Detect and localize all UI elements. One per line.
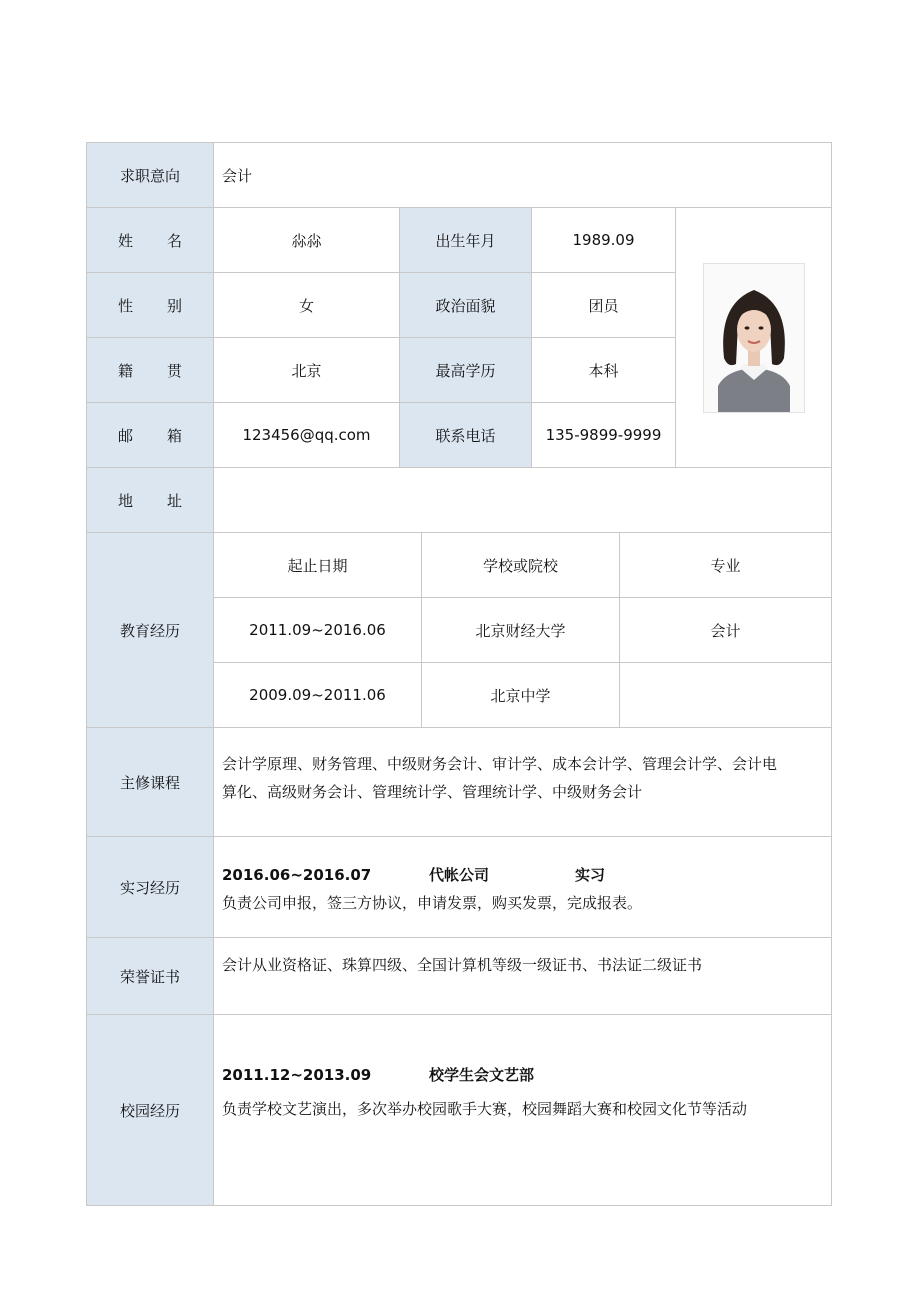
honors-label: 荣誉证书 xyxy=(86,938,214,1014)
table-row xyxy=(214,598,831,663)
name-value: 尛尛 xyxy=(214,208,400,272)
email-value: 123456@qq.com xyxy=(214,403,400,467)
hometown-value: 北京 xyxy=(214,338,400,402)
objective-value: 会计 xyxy=(214,143,832,207)
edu-major xyxy=(620,663,831,727)
campus-label: 校园经历 xyxy=(86,1015,214,1205)
gender-value: 女 xyxy=(214,273,400,337)
internship-label: 实习经历 xyxy=(86,837,214,937)
edu-school: 北京中学 xyxy=(422,663,620,727)
portrait-icon xyxy=(704,264,804,412)
campus-value xyxy=(214,1015,832,1205)
internship-value xyxy=(214,837,832,937)
profile-photo xyxy=(703,263,805,413)
courses-row xyxy=(86,727,832,836)
campus-desc: 负责学校文艺演出，多次举办校园歌手大赛，校园舞蹈大赛和校园文化节等活动 xyxy=(222,1100,748,1118)
personal-info xyxy=(86,207,832,467)
info-row xyxy=(86,338,676,403)
gender-label: 性 别 xyxy=(86,273,214,337)
email-label: 邮 箱 xyxy=(86,403,214,467)
address-row xyxy=(86,467,832,532)
info-row xyxy=(86,273,676,338)
phone-value: 135-9899-9999 xyxy=(532,403,676,467)
politics-label: 政治面貌 xyxy=(400,273,532,337)
address-value xyxy=(214,468,832,532)
campus-row xyxy=(86,1014,832,1206)
birth-value: 1989.09 xyxy=(532,208,676,272)
edu-dates: 2011.09~2016.06 xyxy=(214,598,422,662)
address-label: 地 址 xyxy=(86,468,214,532)
courses-value: 会计学原理、财务管理、中级财务会计、审计学、成本会计学、管理会计学、会计电 算化、高级财务会计、管理统计学、管理统计学、中级财务会计 xyxy=(214,728,832,836)
internship-row xyxy=(86,836,832,937)
name-label: 姓 名 xyxy=(86,208,214,272)
hometown-label: 籍 贯 xyxy=(86,338,214,402)
objective-label: 求职意向 xyxy=(86,143,214,207)
education-table xyxy=(214,533,832,727)
info-row xyxy=(86,403,676,467)
internship-heading: 2016.06~2016.07 代帐公司 实习 xyxy=(222,866,606,884)
edu-major: 会计 xyxy=(710,621,741,640)
col-header-school: 学校或院校 xyxy=(422,533,620,597)
photo-cell xyxy=(676,208,832,467)
degree-value: 本科 xyxy=(532,338,676,402)
phone-label: 联系电话 xyxy=(400,403,532,467)
internship-desc: 负责公司申报，签三方协议，申请发票，购买发票，完成报表。 xyxy=(222,894,643,912)
edu-dates: 2009.09~2011.06 xyxy=(214,663,422,727)
birth-label: 出生年月 xyxy=(400,208,532,272)
degree-label: 最高学历 xyxy=(400,338,532,402)
edu-school: 北京财经大学 xyxy=(422,598,620,662)
info-row xyxy=(86,208,676,273)
resume-table xyxy=(86,142,832,1206)
table-row xyxy=(214,663,831,727)
campus-heading: 2011.12~2013.09 校学生会文艺部 xyxy=(222,1066,535,1084)
col-header-major: 专业 xyxy=(710,556,741,575)
courses-label: 主修课程 xyxy=(86,728,214,836)
politics-value: 团员 xyxy=(532,273,676,337)
col-header-dates: 起止日期 xyxy=(214,533,422,597)
education-header-row xyxy=(214,533,831,598)
honors-value: 会计从业资格证、珠算四级、全国计算机等级一级证书、书法证二级证书 xyxy=(214,938,832,1014)
education-label: 教育经历 xyxy=(86,533,214,727)
honors-row xyxy=(86,937,832,1014)
objective-row xyxy=(86,142,832,207)
education-row xyxy=(86,532,832,727)
